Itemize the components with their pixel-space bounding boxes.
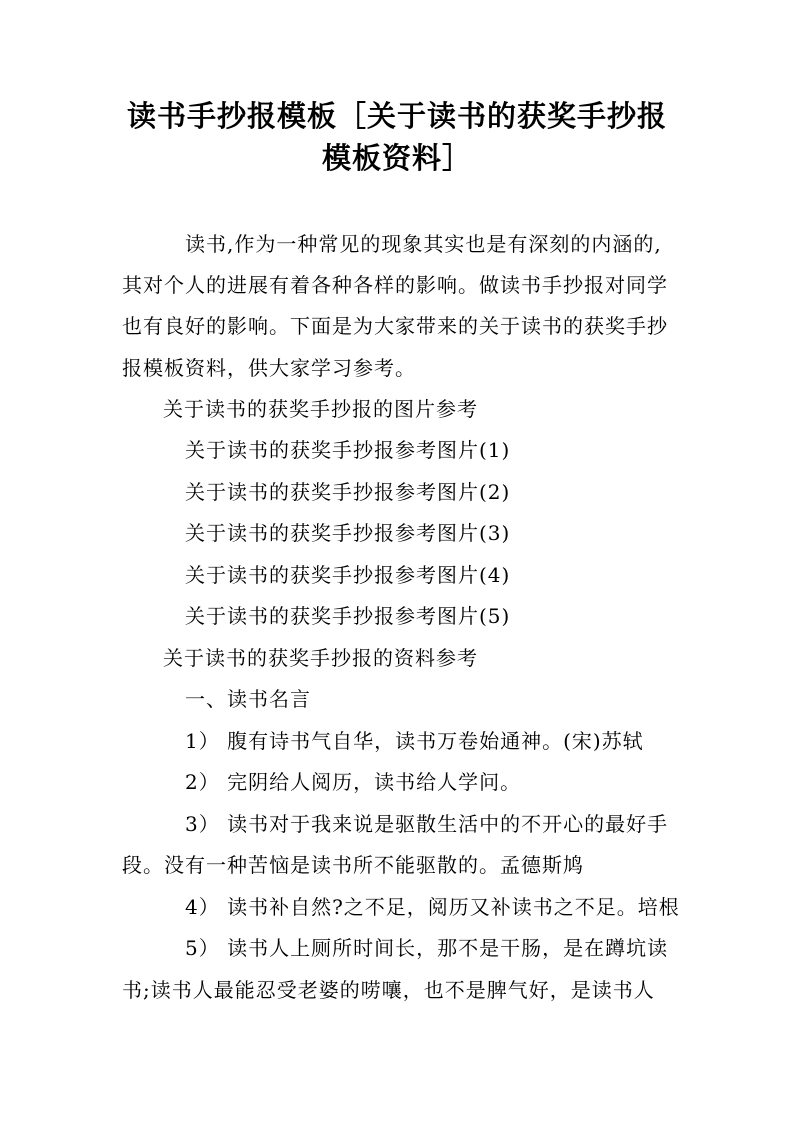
document-title-line-2: 模板资料］	[321, 141, 472, 175]
document-title-line-1: 读书手抄报模板［关于读书的获奖手抄报	[126, 99, 667, 133]
intro-line-4: 报模板资料，供大家学习参考。	[122, 356, 416, 380]
quote-line: 2） 完阴给人阅历，读书给人学问。	[185, 770, 522, 794]
intro-line-2: 其对个人的进展有着各种各样的影响。做读书手抄报对同学	[122, 273, 668, 297]
picture-ref-item: 关于读书的获奖手抄报参考图片(1)	[185, 438, 511, 462]
quote-line: 4） 读书补自然?之不足，阅历又补读书之不足。培根	[185, 895, 680, 919]
quote-line: 1） 腹有诗书气自华，读书万卷始通神。(宋)苏轼	[185, 729, 644, 753]
picture-ref-item: 关于读书的获奖手抄报参考图片(2)	[185, 480, 511, 504]
picture-ref-item: 关于读书的获奖手抄报参考图片(5)	[185, 604, 511, 628]
quote-line: 书;读书人最能忍受老婆的唠嚷，也不是脾气好，是读书人	[122, 978, 655, 1002]
intro-line-1: 读书,作为一种常见的现象其实也是有深刻的内涵的,	[185, 232, 662, 256]
picture-ref-item: 关于读书的获奖手抄报参考图片(4)	[185, 563, 511, 587]
intro-line-3: 也有良好的影响。下面是为大家带来的关于读书的获奖手抄	[122, 314, 668, 338]
quote-line: 5） 读书人上厕所时间长，那不是干肠，是在蹲坑读	[185, 936, 669, 960]
quote-line: 段。没有一种苦恼是读书所不能驱散的。孟德斯鸠	[122, 853, 584, 877]
picture-ref-item: 关于读书的获奖手抄报参考图片(3)	[185, 521, 511, 545]
section-heading-materials: 关于读书的获奖手抄报的资料参考	[163, 646, 478, 670]
sub-heading-quotes: 一、读书名言	[185, 687, 311, 711]
section-heading-pictures: 关于读书的获奖手抄报的图片参考	[163, 397, 478, 421]
quote-line: 3） 读书对于我来说是驱散生活中的不开心的最好手	[185, 812, 669, 836]
